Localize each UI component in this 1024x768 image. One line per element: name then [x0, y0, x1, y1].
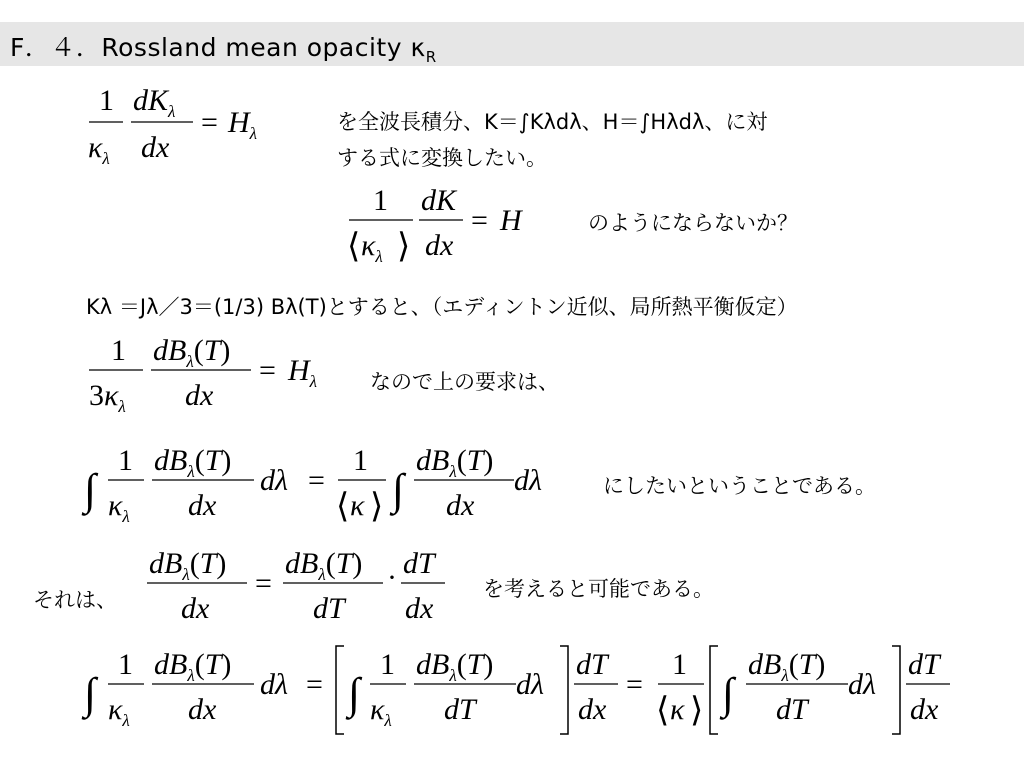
svg-text:dBλ(T): $dB_\lambda(T)$	[416, 444, 494, 481]
svg-text:1: 1	[118, 648, 133, 681]
svg-text:1: 1	[380, 648, 395, 681]
svg-text:κ: κ	[670, 693, 685, 726]
text-question: のようにならないか？	[588, 211, 798, 235]
svg-text:dBλ(T): $dB_\lambda(T)$	[154, 648, 232, 685]
equation-1	[85, 82, 285, 177]
svg-text:=: =	[626, 668, 643, 701]
svg-text:dx: dx	[181, 592, 210, 625]
svg-text:∫: ∫	[348, 669, 361, 718]
svg-text:dT: dT	[313, 592, 345, 625]
svg-text:1: 1	[99, 84, 114, 117]
svg-text:dx: dx	[425, 229, 454, 262]
svg-text:⟩: ⟩	[690, 692, 704, 729]
svg-text:=: =	[201, 106, 218, 139]
text-that-is: それは、	[33, 588, 117, 612]
equation-2	[345, 180, 545, 280]
svg-text:κλ: $\kappa_\lambda$	[88, 131, 110, 168]
svg-text:=: =	[306, 668, 323, 701]
svg-text:∫: ∫	[722, 669, 735, 718]
svg-text:∫: ∫	[84, 465, 97, 514]
svg-text:dT: dT	[776, 693, 808, 726]
text-goal: にしたいということである。	[603, 474, 876, 498]
svg-text:dλ: dλ	[848, 668, 876, 701]
equation-3	[85, 330, 345, 425]
svg-text:⟨: ⟨	[336, 488, 350, 525]
svg-text:dx: dx	[446, 489, 475, 522]
title-main: F．４．Rossland mean opacity κ	[10, 33, 426, 62]
svg-text:dx: dx	[141, 131, 170, 164]
svg-text:⟩: ⟩	[370, 488, 384, 525]
svg-text:1: 1	[373, 184, 388, 217]
title-subscript: R	[425, 48, 437, 66]
svg-text:=: =	[471, 204, 488, 237]
svg-text:dT: dT	[576, 648, 608, 681]
svg-text:⟨: ⟨	[347, 228, 361, 265]
text-eddington-assumption: Kλ ＝Jλ／3＝(1/3) Bλ(T)とすると、（エディントン近似、局所熱平衡仮定）	[86, 295, 798, 319]
equation-4	[82, 440, 562, 540]
equation-6	[82, 640, 962, 755]
svg-text:dBλ(T): $dB_\lambda(T)$	[153, 334, 231, 371]
svg-text:dK: dK	[421, 184, 457, 217]
svg-text:=: =	[255, 567, 272, 600]
svg-text:dBλ(T): $dB_\lambda(T)$	[149, 547, 227, 584]
svg-text:dλ: dλ	[516, 668, 544, 701]
svg-text:dx: dx	[405, 592, 434, 625]
svg-text:dBλ(T): $dB_\lambda(T)$	[748, 648, 826, 685]
svg-text:dT: dT	[908, 648, 940, 681]
svg-text:⟩: ⟩	[397, 228, 411, 265]
svg-text:dx: dx	[578, 693, 607, 726]
svg-text:1: 1	[111, 334, 126, 367]
svg-text:3κλ: $3\kappa_\lambda$	[89, 379, 126, 416]
svg-text:H: H	[500, 204, 522, 237]
svg-text:⟨: ⟨	[656, 692, 670, 729]
svg-text:∫: ∫	[392, 465, 405, 514]
text-integrate-description-line1: を全波長積分、K＝∫Kλdλ、H＝∫Hλdλ、に対	[337, 110, 768, 134]
equation-5	[145, 543, 465, 643]
svg-text:Hλ: $H_\lambda$	[228, 106, 258, 143]
svg-text:dλ: dλ	[260, 668, 288, 701]
svg-text:dBλ(T): $dB_\lambda(T)$	[285, 547, 363, 584]
svg-text:=: =	[308, 464, 325, 497]
svg-text:dλ: dλ	[514, 464, 542, 497]
svg-text:dKλ: $dK_\lambda$	[133, 84, 176, 121]
svg-text:Hλ: $H_\lambda$	[288, 354, 318, 391]
svg-text:dBλ(T): $dB_\lambda(T)$	[416, 648, 494, 685]
svg-text:κλ: $\kappa_\lambda$	[108, 489, 130, 526]
svg-text:1: 1	[353, 444, 368, 477]
text-possible: を考えると可能である。	[483, 577, 714, 601]
svg-text:κλ: $\kappa_\lambda$	[361, 229, 383, 266]
svg-text:dT: dT	[403, 547, 435, 580]
svg-text:·: ·	[387, 561, 397, 594]
svg-text:dx: dx	[188, 489, 217, 522]
svg-text:κλ: $\kappa_\lambda$	[108, 693, 130, 730]
svg-text:dx: dx	[910, 693, 939, 726]
svg-text:κλ: $\kappa_\lambda$	[370, 693, 392, 730]
svg-text:dBλ(T): $dB_\lambda(T)$	[154, 444, 232, 481]
svg-text:∫: ∫	[84, 669, 97, 718]
svg-text:dx: dx	[185, 379, 214, 412]
svg-text:dx: dx	[188, 693, 217, 726]
svg-text:dT: dT	[444, 693, 476, 726]
svg-text:=: =	[259, 354, 276, 387]
text-integrate-description-line2: する式に変換したい。	[337, 146, 547, 170]
svg-text:1: 1	[672, 648, 687, 681]
svg-text:κ: κ	[350, 489, 365, 522]
text-requirement: なので上の要求は、	[370, 370, 559, 394]
svg-text:dλ: dλ	[260, 464, 288, 497]
svg-text:1: 1	[118, 444, 133, 477]
slide-title	[10, 28, 437, 66]
